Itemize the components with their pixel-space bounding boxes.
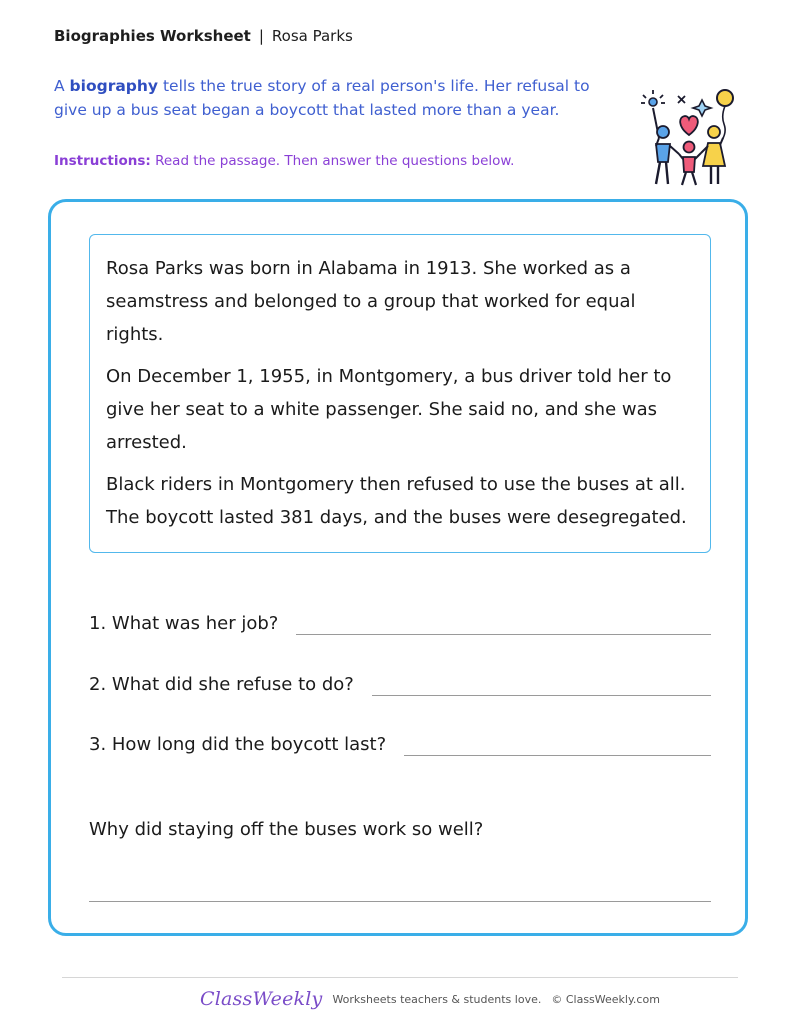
footer-divider [62, 977, 738, 978]
answer-line[interactable] [296, 634, 711, 635]
passage-paragraph: On December 1, 1955, in Montgomery, a bus driver told her to give her seat to a white passenger. She said no, and she was arrested. [106, 366, 672, 453]
question-1 [89, 612, 711, 636]
answer-line[interactable] [404, 755, 711, 756]
question-3 [89, 733, 711, 757]
worksheet-subject: Rosa Parks [271, 27, 353, 45]
intro-body: tells the true story of a real person's life. Her refusal to give up a bus seat began a boycott that lasted more than a year. [54, 77, 590, 119]
intro-text [54, 74, 614, 122]
instructions-label: Instructions: [54, 153, 151, 169]
worksheet-title: Biographies Worksheet [54, 27, 251, 45]
passage-paragraph: Black riders in Montgomery then refused to use the buses at all. The boycott lasted 381 days, and the buses were desegregated. [106, 474, 687, 528]
header-separator: | [258, 27, 264, 45]
brand-logo: ClassWeekly [200, 988, 323, 1010]
reading-passage [89, 234, 711, 553]
answer-line[interactable] [372, 695, 711, 696]
question-text: 1. What was her job? [89, 613, 279, 634]
footer [200, 988, 660, 1010]
family-celebration-icon [632, 86, 748, 192]
footer-tagline: Worksheets teachers & students love. [332, 992, 542, 1006]
question-text: 2. What did she refuse to do? [89, 674, 354, 695]
open-answer-line[interactable] [89, 901, 711, 902]
question-text: 3. How long did the boycott last? [89, 734, 387, 755]
instructions-text: Read the passage. Then answer the questions below. [155, 153, 515, 169]
intro-prefix: A [54, 77, 65, 95]
passage-paragraph: Rosa Parks was born in Alabama in 1913. She worked as a seamstress and belonged to a group that worked for equal rights. [106, 258, 636, 345]
question-2 [89, 673, 711, 697]
open-question: Why did staying off the buses work so well? [89, 819, 484, 840]
instructions [54, 151, 514, 171]
intro-term: biography [69, 77, 159, 95]
worksheet-header [54, 26, 353, 46]
footer-copyright: © ClassWeekly.com [551, 992, 660, 1006]
